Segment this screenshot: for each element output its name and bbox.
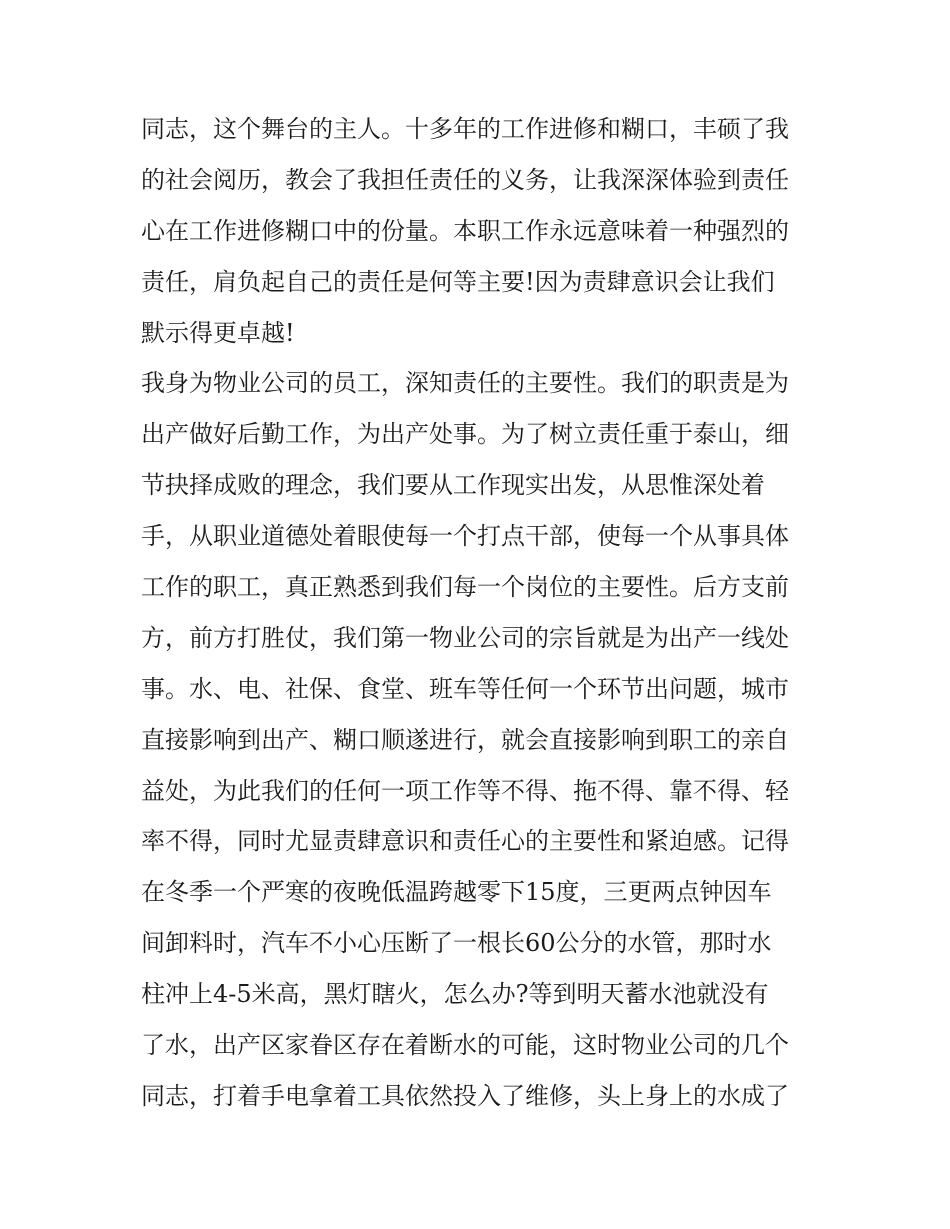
text-line: 同志，这个舞台的主人。十多年的工作进修和糊口，丰硕了我 bbox=[141, 115, 789, 143]
text-line: 益处，为此我们的任何一项工作等不得、拖不得、靠不得、轻 bbox=[141, 776, 789, 805]
body-text bbox=[141, 104, 816, 1122]
text-line: 节抉择成败的理念，我们要从工作现实出发，从思惟深处着 bbox=[141, 471, 765, 500]
text-line: 柱冲上4-5米高，黑灯瞎火，怎么办?等到明天蓄水池就没有 bbox=[141, 980, 769, 1009]
text-line: 默示得更卓越! bbox=[141, 318, 295, 347]
text-line: 的社会阅历，教会了我担任责任的义务，让我深深体验到责任 bbox=[141, 165, 789, 194]
text-line: 责任，肩负起自己的责任是何等主要!因为责肆意识会让我们 bbox=[141, 267, 775, 296]
text-line: 心在工作进修糊口中的份量。本职工作永远意味着一种强烈的 bbox=[141, 216, 789, 245]
text-line: 我身为物业公司的员工，深知责任的主要性。我们的职责是为 bbox=[141, 369, 789, 398]
text-line: 方，前方打胜仗，我们第一物业公司的宗旨就是为出产一线处 bbox=[141, 623, 789, 652]
text-line: 率不得，同时尤显责肆意识和责任心的主要性和紧迫感。记得 bbox=[141, 827, 789, 856]
text-line: 直接影响到出产、糊口顺遂进行，就会直接影响到职工的亲自 bbox=[141, 725, 789, 754]
text-line: 了水，出产区家眷区存在着断水的可能，这时物业公司的几个 bbox=[141, 1031, 789, 1060]
text-line: 在冬季一个严寒的夜晚低温跨越零下15度，三更两点钟因车 bbox=[141, 878, 772, 907]
text-line: 工作的职工，真正熟悉到我们每一个岗位的主要性。后方支前 bbox=[141, 573, 789, 602]
text-line: 出产做好后勤工作，为出产处事。为了树立责任重于泰山，细 bbox=[141, 420, 789, 449]
text-line: 间卸料时，汽车不小心压断了一根长60公分的水管，那时水 bbox=[141, 929, 772, 958]
text-line: 事。水、电、社保、食堂、班车等任何一个环节出问题，城市 bbox=[141, 674, 789, 703]
text-line: 手，从职业道德处着眼使每一个打点干部，使每一个从事具体 bbox=[141, 522, 789, 551]
text-line: 同志，打着手电拿着工具依然投入了维修，头上身上的水成了 bbox=[141, 1081, 789, 1110]
